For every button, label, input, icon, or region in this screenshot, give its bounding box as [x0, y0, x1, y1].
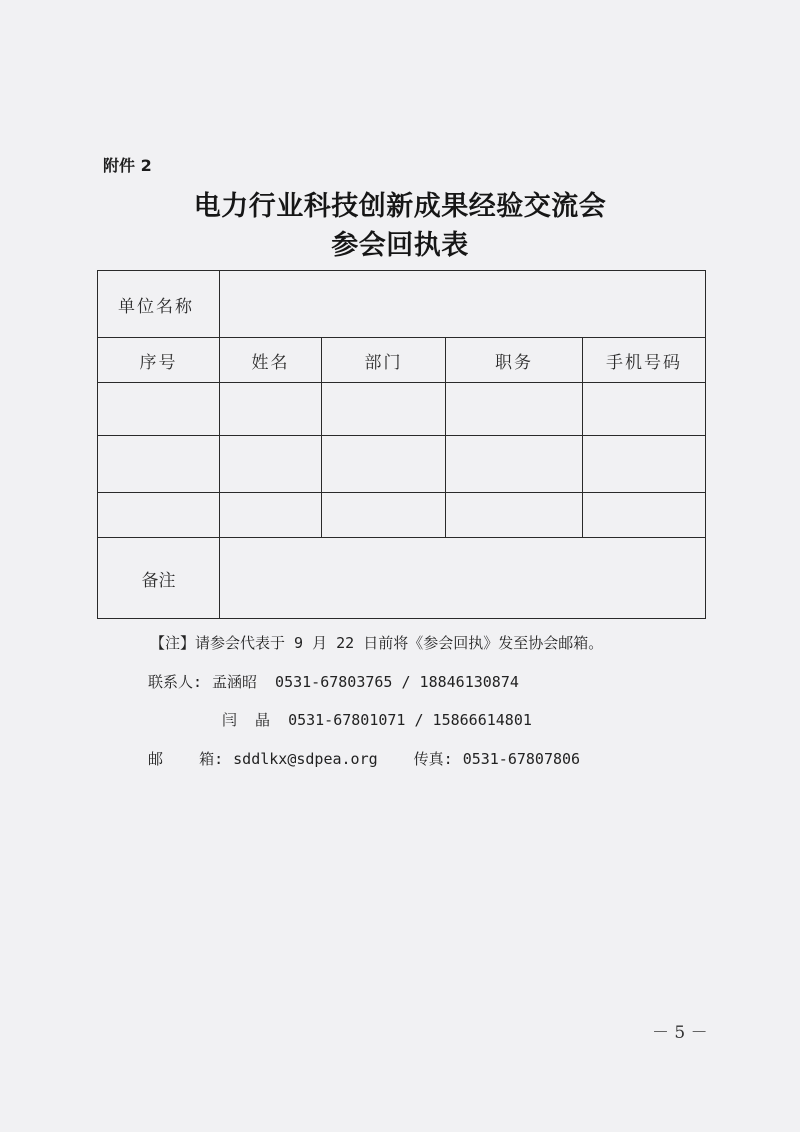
fax-label: 传真:: [413, 750, 453, 768]
phone-cell[interactable]: [583, 436, 706, 493]
contact-line-1: [148, 671, 519, 692]
position-cell[interactable]: [446, 383, 583, 436]
header-name: 姓名: [220, 338, 322, 383]
header-index: 序号: [98, 338, 220, 383]
contact-phone: 0531-67801071 / 15866614801: [288, 711, 532, 729]
note-text: 请参会代表于 9 月 22 日前将《参会回执》发至协会邮箱。: [195, 634, 604, 652]
index-cell[interactable]: [98, 436, 220, 493]
note-prefix: 【注】: [150, 634, 196, 652]
contact-name: 闫 晶: [222, 711, 271, 729]
attachment-label: 附件 2: [103, 156, 152, 175]
header-phone: 手机号码: [583, 338, 706, 383]
phone-cell[interactable]: [583, 493, 706, 538]
index-cell[interactable]: [98, 383, 220, 436]
document-subtitle: 参会回执表: [331, 230, 469, 261]
contact-line-2: [222, 709, 532, 730]
name-cell[interactable]: [220, 493, 322, 538]
note-line: [150, 632, 603, 653]
header-row: [98, 338, 706, 383]
position-cell[interactable]: [446, 493, 583, 538]
index-cell[interactable]: [98, 493, 220, 538]
contact-label: 联系人:: [148, 673, 203, 691]
remark-row: [98, 538, 706, 619]
header-position: 职务: [446, 338, 583, 383]
department-cell[interactable]: [322, 383, 446, 436]
table-row: [98, 493, 706, 538]
header-department: 部门: [322, 338, 446, 383]
remark-field[interactable]: [220, 538, 706, 619]
department-cell[interactable]: [322, 493, 446, 538]
name-cell[interactable]: [220, 383, 322, 436]
email-address[interactable]: sddlkx@sdpea.org: [233, 750, 378, 768]
phone-cell[interactable]: [583, 383, 706, 436]
remark-label: 备注: [98, 538, 220, 619]
registration-form: [97, 270, 706, 619]
contact-phone: 0531-67803765 / 18846130874: [275, 673, 519, 691]
unit-name-field[interactable]: [220, 271, 706, 338]
contact-name: 孟涵昭: [212, 673, 258, 691]
position-cell[interactable]: [446, 436, 583, 493]
table-row: [98, 436, 706, 493]
page-number: － 5 －: [652, 1023, 708, 1043]
table-row: [98, 383, 706, 436]
unit-name-label: 单位名称: [98, 271, 220, 338]
department-cell[interactable]: [322, 436, 446, 493]
unit-row: [98, 271, 706, 338]
document-title: 电力行业科技创新成果经验交流会: [193, 191, 607, 222]
name-cell[interactable]: [220, 436, 322, 493]
email-fax-line: [148, 748, 580, 769]
email-label: 邮 箱:: [148, 750, 224, 768]
fax-number: 0531-67807806: [462, 750, 581, 768]
